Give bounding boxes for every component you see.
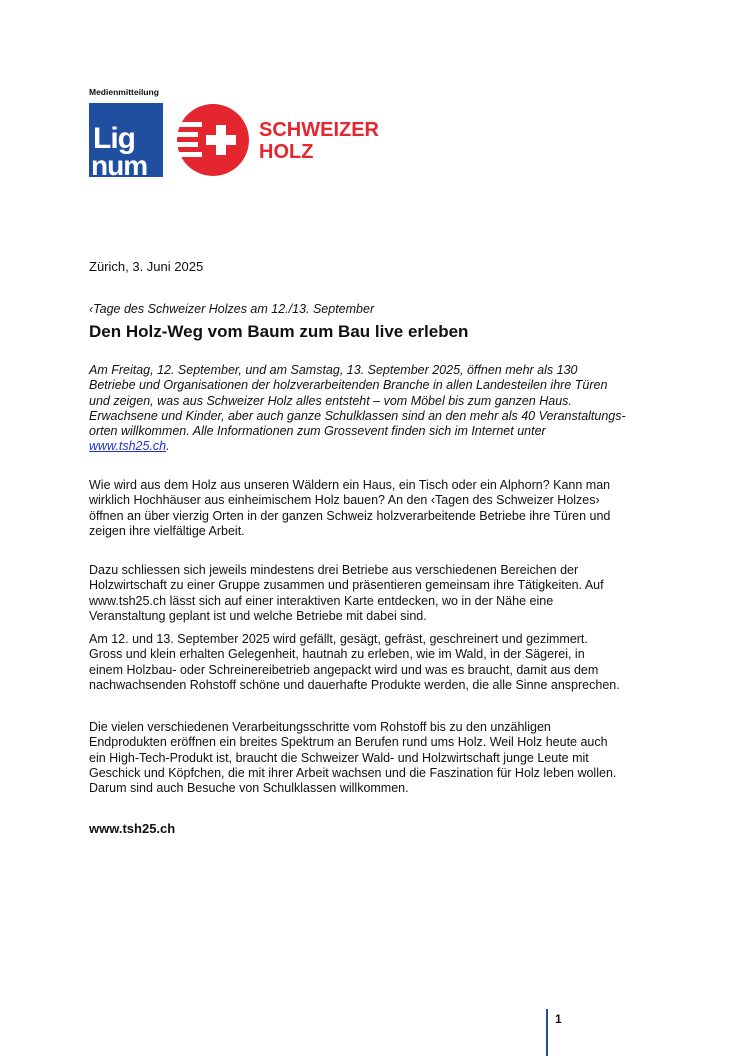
paragraph-line: Dazu schliessen sich jeweils mindestens drei Betriebe aus verschiedenen Bereichen der — [89, 563, 579, 577]
link-suffix: . — [166, 439, 170, 454]
paragraph-line: Endprodukten eröffnen ein breites Spektrum an Berufen rund ums Holz. Weil Holz heute auch — [89, 735, 608, 750]
kicker: ‹Tage des Schweizer Holzes am 12./13. September — [89, 302, 375, 316]
website-link[interactable]: www.tsh25.ch — [89, 439, 167, 454]
paragraph-line: Holzwirtschaft zu einer Gruppe zusammen und präsentieren gemeinsam ihre Tätigkeiten. Auf — [89, 578, 604, 593]
lead-line: Erwachsene und Kinder, aber auch ganze Schulklassen sind an den mehr als 40 Veranstaltungs- — [89, 408, 626, 423]
paragraph-line: Gross und klein erhalten Gelegenheit, hautnah zu erleben, wie im Wald, in der Sägerei, in — [89, 647, 585, 662]
page-number: 1 — [555, 1012, 562, 1026]
paragraph-line: Wie wird aus dem Holz aus unseren Wäldern ein Haus, ein Tisch oder ein Alphorn? Kann man — [89, 478, 611, 492]
paragraph-line: öffnen an über vierzig Orten in der ganzen Schweiz holzverarbeitende Betriebe ihre Türen und — [89, 508, 611, 523]
document-type-label: Medienmitteilung — [89, 87, 159, 97]
paragraph-line: Darum sind auch Besuche von Schulklassen willkommen. — [89, 781, 409, 796]
paragraph-line: wirklich Hochhäuser aus einheimischem Holz bauen? An den ‹Tagen des Schweizer Holzes› — [89, 493, 600, 508]
lignum-logo — [89, 103, 163, 177]
lead-link-line — [89, 439, 659, 454]
lead-line: orten willkommen. Alle Informationen zum Grossevent finden sich im Internet unter — [89, 424, 546, 439]
headline: Den Holz-Weg vom Baum zum Bau live erleben — [89, 322, 469, 341]
paragraph-line: einem Holzbau- oder Schreinereibetrieb angepackt wird und was es braucht, damit aus dem — [89, 662, 599, 677]
body-paragraph-3 — [89, 632, 669, 693]
lead-line: und zeigen, was aus Schweizer Holz alles entsteht – vom Möbel bis zum ganzen Haus. — [89, 393, 572, 408]
lead-line: Betriebe und Organisationen der holzverarbeitenden Branche in allen Landesteilen ihre Türen — [89, 378, 608, 393]
body-paragraph-1 — [89, 478, 669, 539]
paragraph-line: Am 12. und 13. September 2025 wird gefällt, gesägt, gefräst, geschreinert und gezimmert. — [89, 632, 588, 646]
schweizer-holz-icon — [176, 103, 250, 177]
body-paragraph-2 — [89, 563, 669, 624]
paragraph-line: Geschick und Köpfchen, die mit ihrer Arbeit wachsen und die Faszination für Holz leben wollen. — [89, 765, 617, 780]
schweizer-holz-wordmark — [259, 119, 379, 163]
paragraph-line: ein High-Tech-Produkt ist, braucht die Schweizer Wald- und Holzwirtschaft junge Leute mit — [89, 750, 589, 765]
svg-text:Lig: Lig — [93, 122, 135, 155]
wordmark-line1: SCHWEIZER — [259, 119, 379, 141]
paragraph-line: zeigen ihre vielfältige Arbeit. — [89, 523, 245, 538]
lead-line: Am Freitag, 12. September, und am Samstag, 13. September 2025, öffnen mehr als 130 — [89, 363, 578, 377]
paragraph-line: nachwachsenden Rohstoff schöne und dauerhafte Produkte werden, die alle Sinne ansprechen. — [89, 677, 620, 692]
website-footer-link[interactable]: www.tsh25.ch — [89, 821, 176, 836]
paragraph-line: Die vielen verschiedenen Verarbeitungsschritte vom Rohstoff bis zu den unzähligen — [89, 720, 551, 734]
paragraph-line: Veranstaltung geplant ist und welche Betriebe mit dabei sind. — [89, 608, 427, 623]
body-paragraph-4 — [89, 720, 669, 796]
wordmark-line2: HOLZ — [259, 141, 314, 163]
svg-text:num: num — [91, 150, 148, 177]
lead-paragraph — [89, 363, 659, 455]
page-number-bar — [546, 1009, 548, 1056]
dateline: Zürich, 3. Juni 2025 — [89, 259, 204, 274]
paragraph-line: www.tsh25.ch lässt sich auf einer interaktiven Karte entdecken, wo in der Nähe eine — [89, 593, 554, 608]
